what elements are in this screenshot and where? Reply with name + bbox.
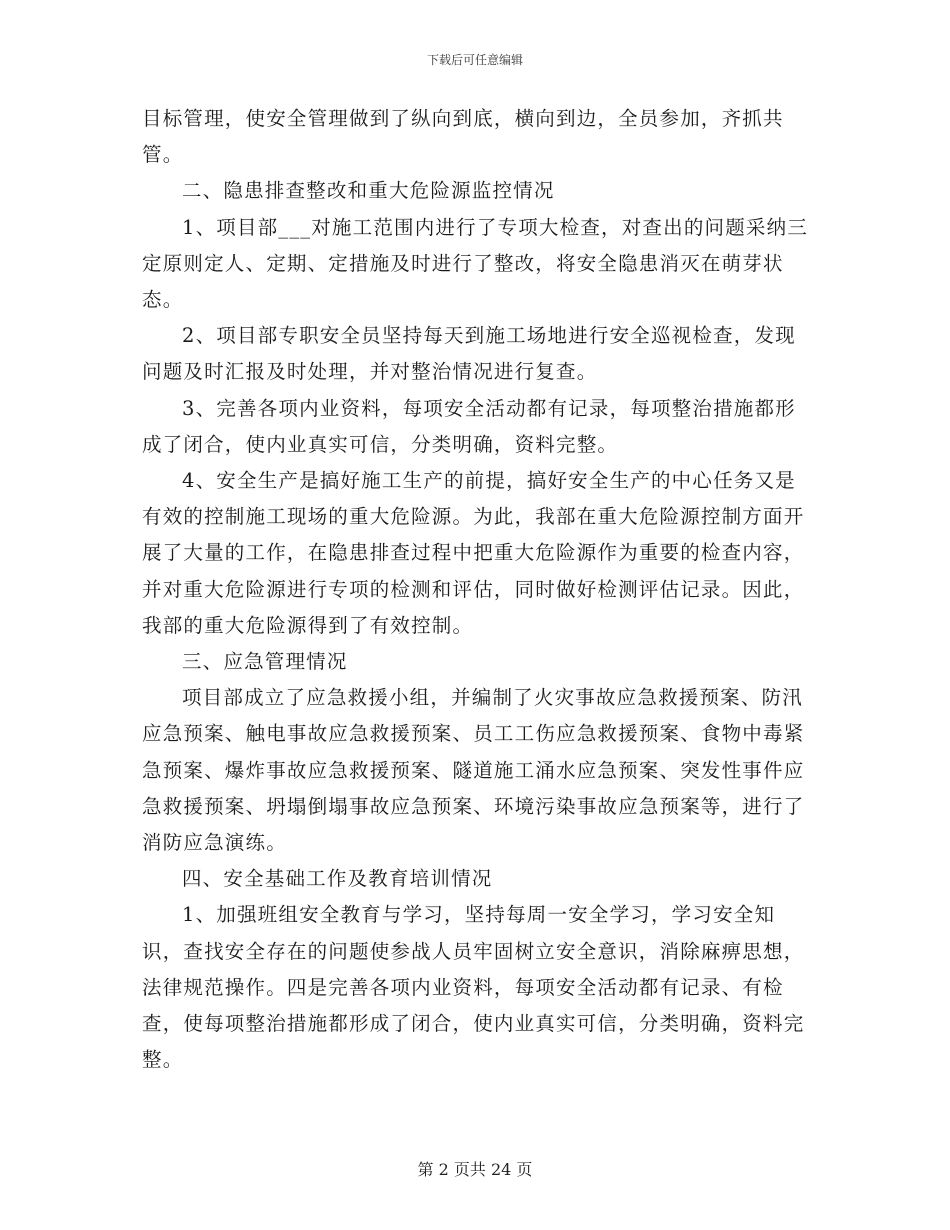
page-footer: 第 2 页共 24 页 [417,1160,533,1179]
paragraph-item-2: 2、项目部专职安全员坚持每天到施工场地进行安全巡视检查，发现问题及时汇报及时处理，并对整治情况进行复查。 [142,324,796,384]
section-heading-hazard-inspection: 二、隐患排查整改和重大危险源监控情况 [181,179,555,203]
paragraph-emergency: 项目部成立了应急救援小组，并编制了火灾事故应急救援预案、防汛应急预案、触电事故应急救援预案、员工工伤应急救援预案、食物中毒紧急预案、爆炸事故应急救援预案、隧道施工涌水应急预案、突发性事件应急救援预案、坍塌倒塌事故应急预案、环境污染事故应急预案等，进行了消防应急演练。 [142,686,805,855]
section-heading-training: 四、安全基础工作及教育培训情况 [181,867,493,891]
section-heading-emergency: 三、应急管理情况 [181,650,348,674]
paragraph-item-3: 3、完善各项内业资料，每项安全活动都有记录，每项整治措施都形成了闭合，使内业真实可信，分类明确，资料完整。 [142,396,796,456]
paragraph-item-4: 4、安全生产是搞好施工生产的前提，搞好安全生产的中心任务又是有效的控制施工现场的重大危险源。为此，我部在重大危险源控制方面开展了大量的工作，在隐患排查过程中把重大危险源作为重要的检查内容，并对重大危险源进行专项的检测和评估，同时做好检测评估记录。因此，我部的重大危险源得到了有效控制。 [142,469,805,637]
paragraph-item-1: 1、项目部___对施工范围内进行了专项大检查，对查出的问题采纳三定原则定人、定期、定措施及时进行了整改，将安全隐患消灭在萌芽状态。 [142,215,809,312]
document-body [142,101,810,1078]
paragraph-continuation: 目标管理，使安全管理做到了纵向到底，横向到边，全员参加，齐抓共管。 [142,107,784,167]
page-header: 下载后可任意编辑 [426,53,523,67]
paragraph-training-1: 1、加强班组安全教育与学习，坚持每周一安全学习，学习安全知识，查找安全存在的问题使参战人员牢固树立安全意识，消除麻痹思想，法律规范操作。四是完善各项内业资料，每项安全活动都有记录、有检查，使每项整治措施都形成了闭合，使内业真实可信，分类明确，资料完整。 [142,903,805,1072]
